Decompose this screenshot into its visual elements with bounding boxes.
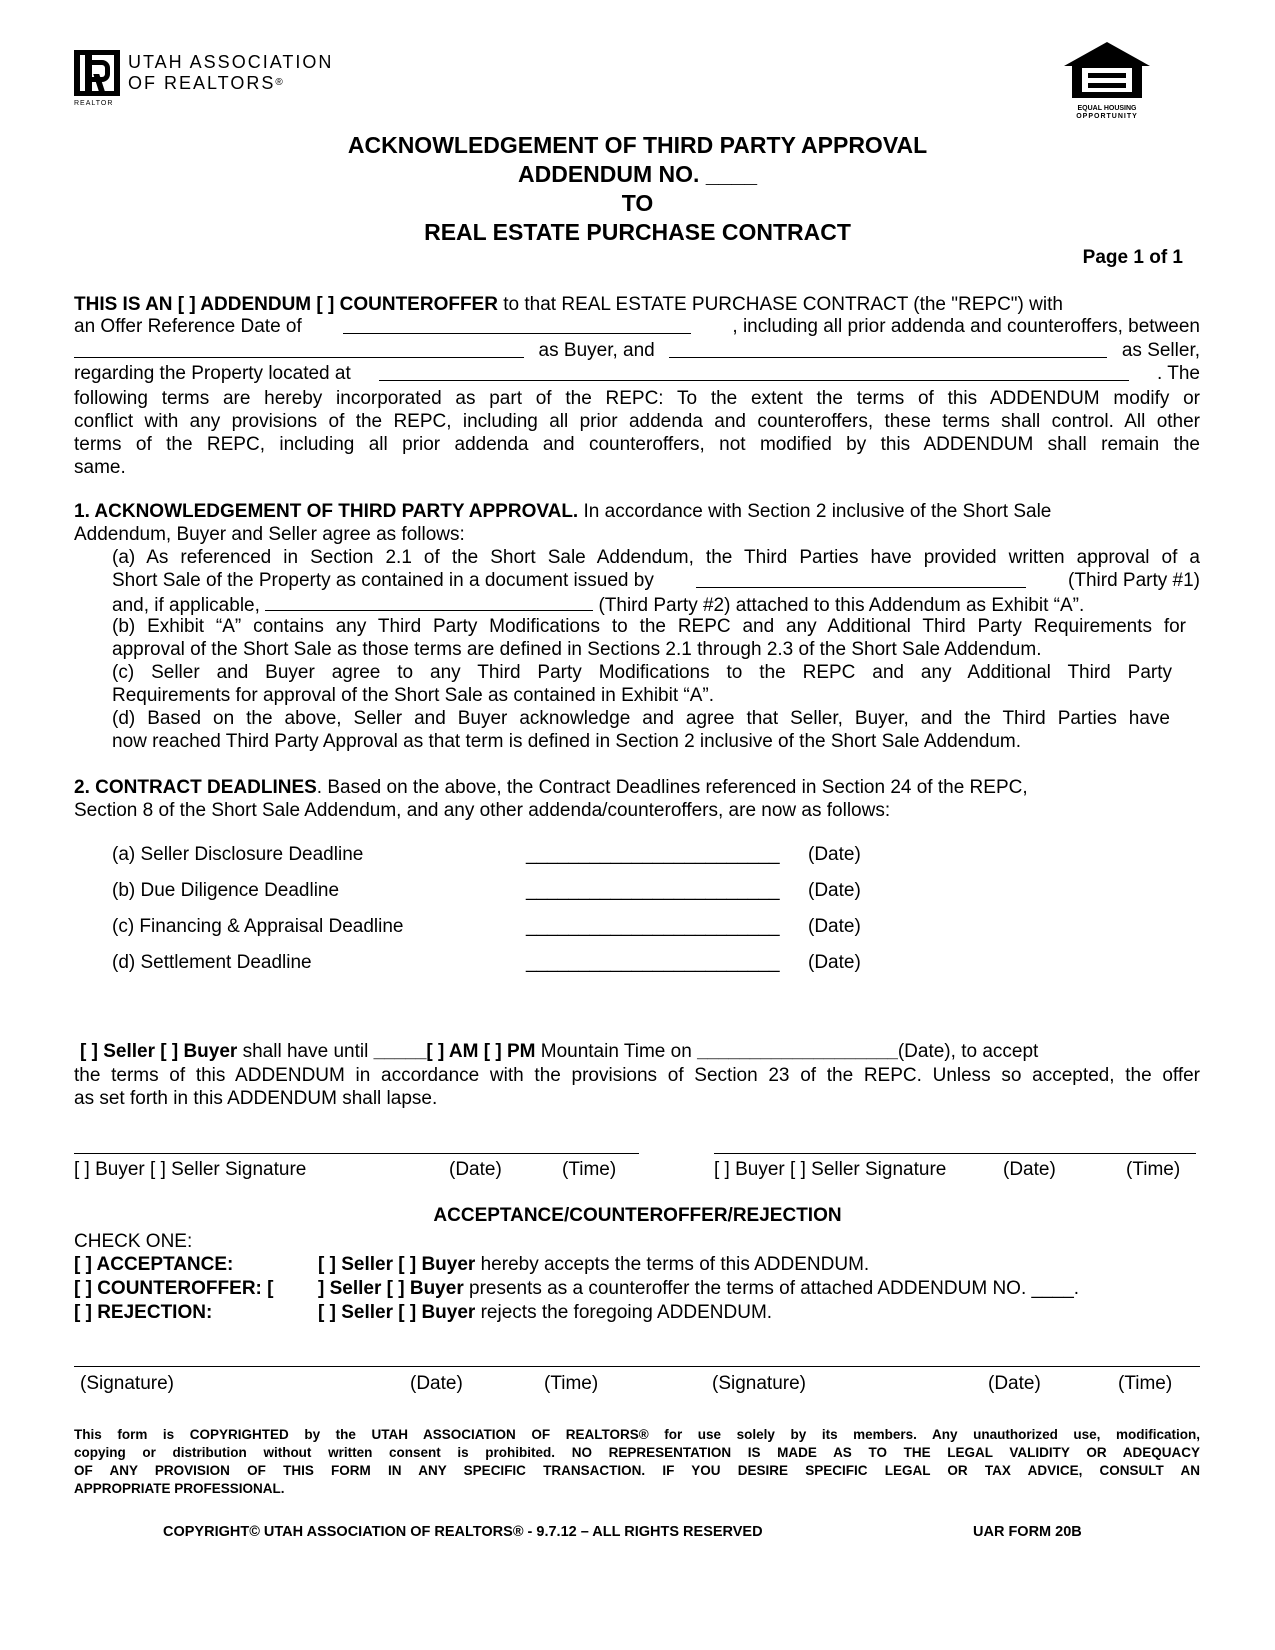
section1-b1: (b) Exhibit “A” contains any Third Party Modifications to the REPC and any Additional Third Party Requirements for — [112, 616, 1186, 637]
equal-housing-icon — [1062, 40, 1152, 100]
time-left-label: (Time) — [544, 1373, 599, 1394]
sig-right-label: (Signature) — [712, 1373, 806, 1394]
accept-clause-line1: [ ] Seller [ ] Buyer shall have until _____[ ] AM [ ] PM Mountain Time on ___________________(Date), to accept — [80, 1041, 1039, 1062]
deadline-label: (a) Seller Disclosure Deadline — [112, 844, 364, 865]
section1-b2: approval of the Short Sale as those terms are defined in Sections 2.1 through 2.3 of the Short Sale Addendum. — [112, 639, 1042, 660]
equal-housing-line1: EQUAL HOUSING — [1077, 105, 1137, 112]
deadline-unit: (Date) — [808, 844, 861, 865]
section1-a2: Short Sale of the Property as contained in a document issued by (Third Party #1) — [112, 570, 1200, 591]
signature-left-time: (Time) — [562, 1159, 617, 1180]
logo-caption: REALTOR — [74, 100, 114, 107]
check-one-label: CHECK ONE: — [74, 1231, 193, 1252]
intro-line2: an Offer Reference Date of , including all prior addenda and counteroffers, between — [74, 316, 1200, 337]
section1-d2: now reached Third Party Approval as that term is defined in Section 2 inclusive of the Short Sale Addendum. — [112, 731, 1022, 752]
section1-c1: (c) Seller and Buyer agree to any Third Party Modifications to the REPC and any Additional Third Party — [112, 662, 1172, 683]
accept-clause-line2: the terms of this ADDENDUM in accordance with the provisions of Section 23 of the REPC. Unless so accepted, the offer — [74, 1065, 1200, 1086]
realtor-logo — [74, 50, 334, 112]
copyright-line: COPYRIGHT© UTAH ASSOCIATION OF REALTORS® - 9.7.12 – ALL RIGHTS RESERVED — [163, 1524, 763, 1540]
signature-left-label: [ ] Buyer [ ] Seller Signature — [74, 1159, 307, 1180]
sig-left-label: (Signature) — [80, 1373, 174, 1394]
intro-p4: same. — [74, 457, 126, 478]
property-address-field[interactable] — [379, 362, 1129, 381]
section2-line2: Section 8 of the Short Sale Addendum, and any other addenda/counteroffers, are now as follows: — [74, 800, 891, 821]
seller-name-field[interactable] — [669, 339, 1107, 358]
party-checkboxes[interactable]: [ ] Seller [ ] Buyer — [80, 1041, 238, 1062]
section1-c2: Requirements for approval of the Short Sale as contained in Exhibit “A”. — [112, 685, 714, 706]
time-field[interactable]: _____ — [373, 1041, 427, 1062]
signature-left-date: (Date) — [449, 1159, 502, 1180]
date-right-label: (Date) — [988, 1373, 1041, 1394]
section1-line2: Addendum, Buyer and Seller agree as follows: — [74, 524, 465, 545]
counteroffer-option-label[interactable]: [ ] COUNTEROFFER: [ — [74, 1278, 274, 1299]
deadline-unit: (Date) — [808, 880, 861, 901]
section1-a1: (a) As referenced in Section 2.1 of the Short Sale Addendum, the Third Parties have provided written approval of a — [112, 547, 1200, 568]
deadline-date-field[interactable]: ________________________ — [526, 952, 780, 973]
accept-date-field[interactable]: ___________________ — [697, 1041, 898, 1062]
section1-d1: (d) Based on the above, Seller and Buyer acknowledge and agree that Seller, Buyer, and the Third Parties have — [112, 708, 1170, 729]
counteroffer-option-text: ] Seller [ ] Buyer presents as a counteroffer the terms of attached ADDENDUM NO. ____. — [318, 1278, 1080, 1299]
title-line2: ADDENDUM NO. ____ — [518, 161, 757, 187]
signature-right-date: (Date) — [1003, 1159, 1056, 1180]
intro-line1: THIS IS AN [ ] ADDENDUM [ ] COUNTEROFFER to that REAL ESTATE PURCHASE CONTRACT (the "REPC") with — [74, 294, 1063, 315]
title-line3: TO — [621, 190, 654, 216]
time-right-label: (Time) — [1118, 1373, 1173, 1394]
page-number: Page 1 of 1 — [1082, 247, 1183, 268]
disclaimer-line1: This form is COPYRIGHTED by the UTAH ASSOCIATION OF REALTORS® for use solely by its members. Any unauthorized use, modification, — [74, 1427, 1200, 1442]
disclaimer-line4: APPROPRIATE PROFESSIONAL. — [74, 1481, 285, 1496]
third-party-2-field[interactable] — [265, 592, 593, 611]
disclaimer-line3: OF ANY PROVISION OF THIS FORM IN ANY SPECIFIC TRANSACTION. IF YOU DESIRE SPECIFIC LEGAL OR TAX ADVICE, CONSULT AN — [74, 1463, 1200, 1478]
deadline-date-field[interactable]: ________________________ — [526, 916, 780, 937]
rejection-option-label[interactable]: [ ] REJECTION: — [74, 1302, 213, 1323]
equal-housing-line2: OPPORTUNITY — [1076, 113, 1138, 120]
deadline-label: (c) Financing & Appraisal Deadline — [112, 916, 404, 937]
rejection-option-text: [ ] Seller [ ] Buyer rejects the foregoing ADDENDUM. — [318, 1302, 773, 1323]
section1-a3: and, if applicable, (Third Party #2) attached to this Addendum as Exhibit “A”. — [112, 592, 1084, 618]
section1-heading: 1. ACKNOWLEDGEMENT OF THIRD PARTY APPROVAL. In accordance with Section 2 inclusive of the Short Sale — [74, 501, 1052, 522]
intro-p3: terms of the REPC, including all prior addenda and counteroffers, not modified by this ADDENDUM shall remain the — [74, 434, 1200, 455]
deadline-label: (b) Due Diligence Deadline — [112, 880, 340, 901]
acceptance-heading: ACCEPTANCE/COUNTEROFFER/REJECTION — [433, 1205, 842, 1226]
disclaimer-line2: copying or distribution without written consent is prohibited. NO REPRESENTATION IS MADE AS TO THE LEGAL VALIDITY OR ADEQUACY — [74, 1445, 1200, 1460]
intro-p2: conflict with any provisions of the REPC, including all prior addenda and counteroffers, these terms shall control. All other — [74, 411, 1200, 432]
third-party-1-field[interactable] — [696, 569, 1026, 588]
intro-line4: regarding the Property located at . The — [74, 363, 1200, 384]
signature-right-label: [ ] Buyer [ ] Seller Signature — [714, 1159, 947, 1180]
deadline-label: (d) Settlement Deadline — [112, 952, 312, 973]
realtor-r-icon — [74, 50, 120, 96]
date-left-label: (Date) — [410, 1373, 463, 1394]
buyer-seller-signature-line-right[interactable] — [714, 1153, 1196, 1154]
deadline-unit: (Date) — [808, 952, 861, 973]
deadline-date-field[interactable]: ________________________ — [526, 844, 780, 865]
acceptance-option-label[interactable]: [ ] ACCEPTANCE: — [74, 1254, 234, 1275]
intro-line3: as Buyer, and as Seller, — [74, 339, 1200, 363]
signature-right-time: (Time) — [1126, 1159, 1181, 1180]
deadline-date-field[interactable]: ________________________ — [526, 880, 780, 901]
buyer-name-field[interactable] — [74, 339, 524, 358]
deadline-unit: (Date) — [808, 916, 861, 937]
am-pm-checkboxes[interactable]: [ ] AM [ ] PM — [426, 1041, 536, 1062]
offer-reference-date-field[interactable] — [343, 315, 691, 334]
org-name-line2: OF REALTORS — [128, 73, 276, 93]
title-line1: ACKNOWLEDGEMENT OF THIRD PARTY APPROVAL — [347, 132, 928, 158]
section2-heading: 2. CONTRACT DEADLINES. Based on the above, the Contract Deadlines referenced in Section 24 of the REPC, — [74, 777, 1028, 798]
org-name-line1: UTAH ASSOCIATION — [128, 52, 334, 72]
acceptance-signature-line[interactable] — [74, 1366, 1200, 1367]
buyer-seller-signature-line-left[interactable] — [74, 1153, 639, 1154]
intro-p1: following terms are hereby incorporated as part of the REPC: To the extent the terms of this ADDENDUM modify or — [74, 388, 1200, 409]
acceptance-option-text: [ ] Seller [ ] Buyer hereby accepts the terms of this ADDENDUM. — [318, 1254, 870, 1275]
form-id: UAR FORM 20B — [973, 1524, 1082, 1540]
registered-mark: ® — [275, 77, 285, 88]
equal-housing-logo — [1062, 40, 1152, 118]
accept-clause-line3: as set forth in this ADDENDUM shall lapse. — [74, 1088, 438, 1109]
title-line4: REAL ESTATE PURCHASE CONTRACT — [424, 219, 851, 245]
